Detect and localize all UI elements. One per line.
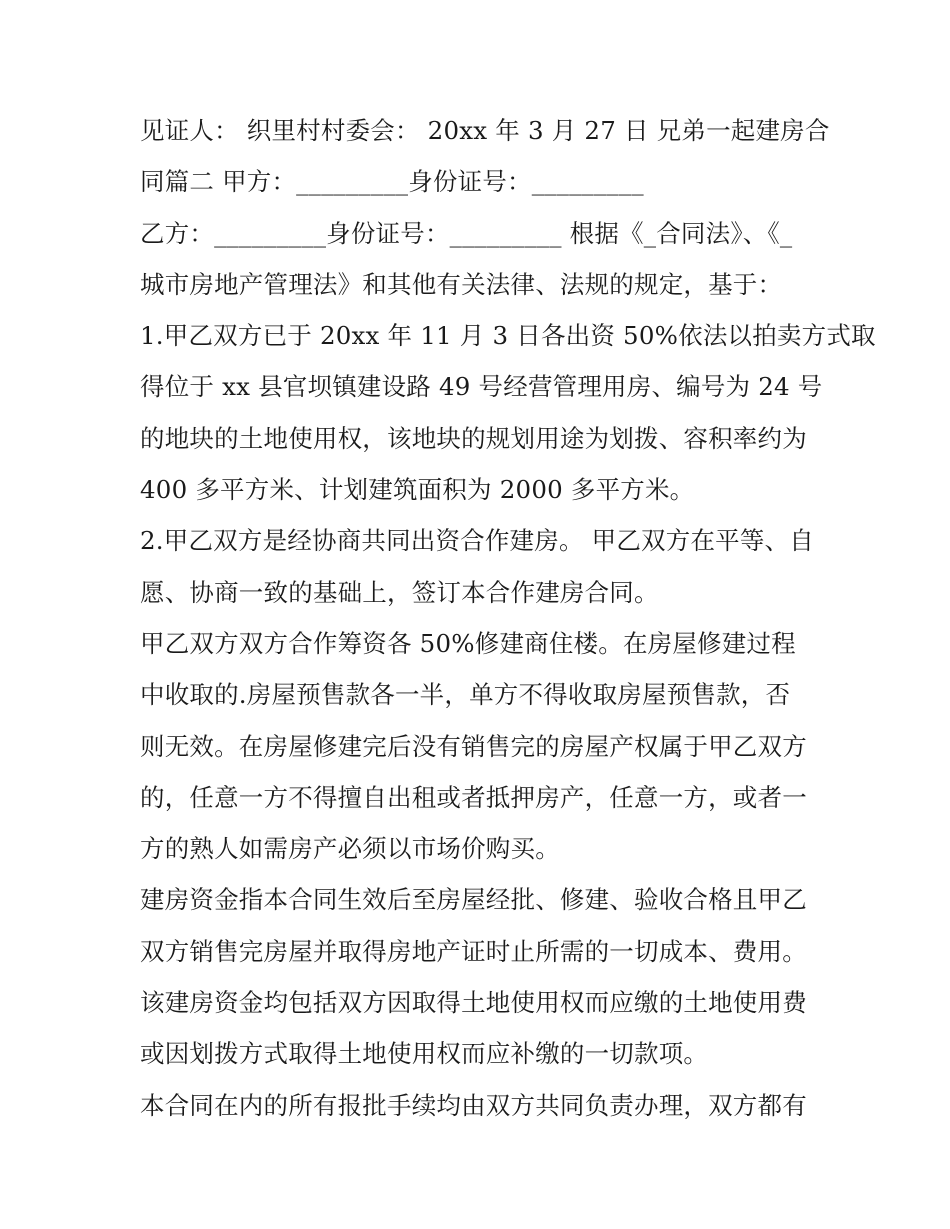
text-line: 甲乙双方双方合作筹资各 50%修建商住楼。在房屋修建过程 xyxy=(140,628,796,658)
text-line: 同篇二 甲方：_________身份证号：_________ xyxy=(140,167,644,197)
text-line: 该建房资金均包括双方因取得土地使用权而应缴的土地使用费 xyxy=(140,988,807,1018)
text-line: 见证人： 织里村村委会： 20xx 年 3 月 27 日 兄弟一起建房合 xyxy=(140,116,830,145)
text-line: 中收取的.房屋预售款各一半，单方不得收取房屋预售款，否 xyxy=(140,680,791,710)
text-line: 的地块的土地使用权，该地块的规划用途为划拨、容积率约为 xyxy=(140,423,807,453)
text-line: 双方销售完房屋并取得房地产证时止所需的一切成本、费用。 xyxy=(140,936,807,966)
text-line: 愿、协商一致的基础上，签订本合作建房合同。 xyxy=(140,577,659,607)
text-line: 本合同在内的所有报批手续均由双方共同负责办理，双方都有 xyxy=(140,1090,807,1120)
text-line: 则无效。在房屋修建完后没有销售完的房屋产权属于甲乙双方 xyxy=(140,731,807,761)
text-line: 乙方：_________身份证号：_________ 根据《_合同法》、《_ xyxy=(140,218,793,248)
text-line: 2.甲乙双方是经协商共同出资合作建房。 甲乙双方在平等、自 xyxy=(140,526,814,556)
text-line: 城市房地产管理法》和其他有关法律、法规的规定，基于： xyxy=(140,269,783,299)
text-line: 方的熟人如需房产必须以市场价购买。 xyxy=(140,834,560,864)
text-line: 得位于 xx 县官坝镇建设路 49 号经营管理用房、编号为 24 号 xyxy=(140,372,823,402)
text-line: 1.甲乙双方已于 20xx 年 11 月 3 日各出资 50%依法以拍卖方式取 xyxy=(140,321,876,351)
text-line: 的，任意一方不得擅自出租或者抵押房产，任意一方，或者一 xyxy=(140,782,807,812)
text-line: 或因划拨方式取得土地使用权而应补缴的一切款项。 xyxy=(140,1039,709,1069)
contract-text xyxy=(140,105,876,1131)
text-line: 400 多平方米、计划建筑面积为 2000 多平方米。 xyxy=(140,475,695,505)
text-line: 建房资金指本合同生效后至房屋经批、修建、验收合格且甲乙 xyxy=(140,885,807,915)
